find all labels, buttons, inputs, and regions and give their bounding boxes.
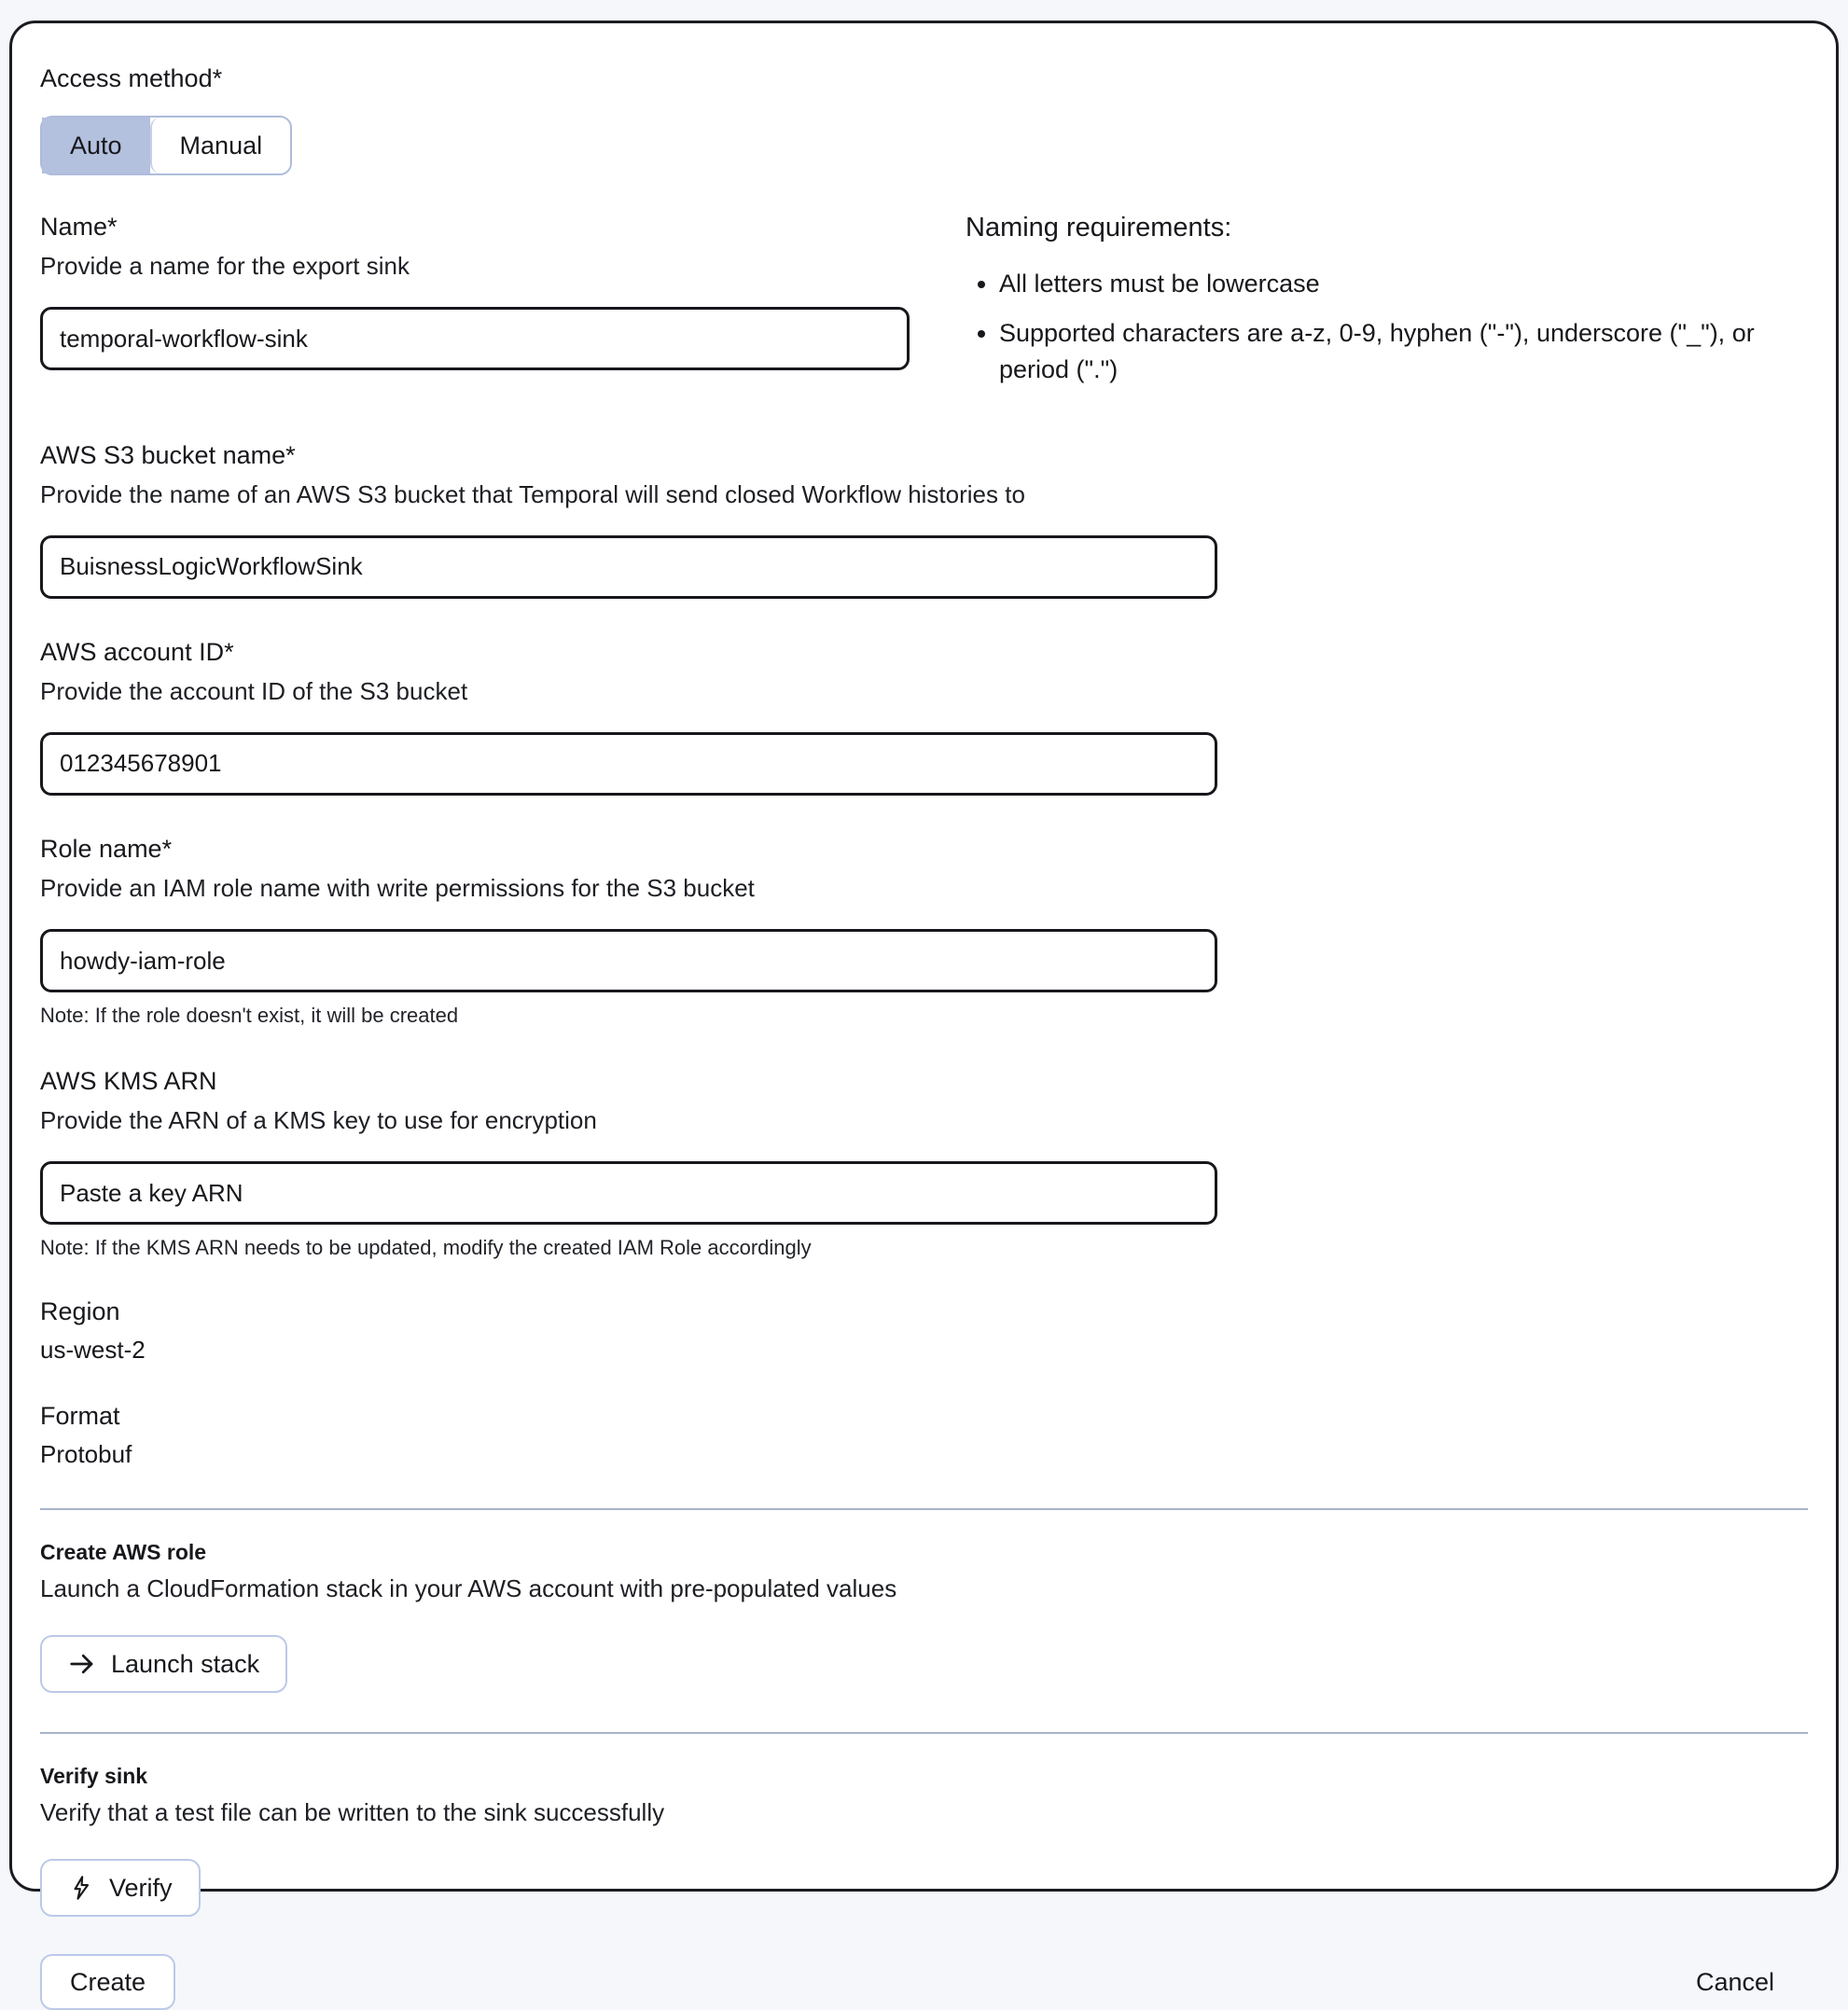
role-name-note: Note: If the role doesn't exist, it will be created	[40, 1004, 459, 1028]
create-aws-role-description: Launch a CloudFormation stack in your AWS account with pre-populated values	[40, 1574, 897, 1603]
s3-bucket-input[interactable]	[40, 535, 1217, 599]
verify-label: Verify	[109, 1873, 173, 1902]
kms-arn-label: AWS KMS ARN	[40, 1067, 217, 1096]
naming-requirement-item: • Supported characters are a-z, 0-9, hyphen ("-"), underscore ("_"), or period (".")	[999, 315, 1808, 388]
create-aws-role-section	[40, 1540, 1808, 1693]
cancel-button[interactable]: Cancel	[1696, 1968, 1808, 1997]
naming-requirements-list	[999, 266, 1808, 388]
region-label: Region	[40, 1297, 120, 1326]
s3-bucket-field	[40, 439, 1808, 599]
account-id-field	[40, 636, 1808, 796]
verify-button[interactable]	[40, 1859, 201, 1917]
access-method-toggle	[40, 116, 292, 175]
region-value: us-west-2	[40, 1336, 146, 1365]
s3-bucket-label: AWS S3 bucket name*	[40, 440, 296, 469]
arrow-right-icon	[68, 1650, 96, 1678]
lightning-icon	[68, 1875, 94, 1901]
naming-requirements	[966, 211, 1808, 401]
naming-requirement-item: • All letters must be lowercase	[999, 266, 1808, 302]
name-field-label: Name*	[40, 213, 118, 242]
name-field-description: Provide a name for the export sink	[40, 252, 410, 281]
account-id-input[interactable]	[40, 732, 1217, 796]
access-method-label: Access method*	[40, 64, 223, 92]
form-actions	[40, 1954, 1808, 2010]
launch-stack-button[interactable]	[40, 1635, 287, 1693]
s3-bucket-description: Provide the name of an AWS S3 bucket that Temporal will send closed Workflow histories to	[40, 479, 1025, 508]
format-value: Protobuf	[40, 1440, 132, 1469]
create-button[interactable]: Create	[40, 1954, 175, 2010]
role-name-field	[40, 833, 1808, 1028]
verify-sink-section	[40, 1764, 1808, 1917]
role-name-input[interactable]	[40, 929, 1217, 992]
toggle-option-manual[interactable]: Manual	[150, 118, 291, 173]
kms-arn-description: Provide the ARN of a KMS key to use for encryption	[40, 1106, 597, 1135]
kms-arn-field	[40, 1065, 1808, 1260]
create-aws-role-title: Create AWS role	[40, 1540, 207, 1565]
kms-arn-note: Note: If the KMS ARN needs to be updated, modify the created IAM Role accordingly	[40, 1236, 812, 1260]
account-id-label: AWS account ID*	[40, 637, 234, 666]
kms-arn-input[interactable]	[40, 1161, 1217, 1225]
section-divider	[40, 1508, 1808, 1510]
export-sink-form	[9, 21, 1839, 1996]
account-id-description: Provide the account ID of the S3 bucket	[40, 676, 468, 705]
format-field	[40, 1400, 1808, 1469]
verify-sink-description: Verify that a test file can be written to the sink successfully	[40, 1798, 665, 1827]
region-field	[40, 1296, 1808, 1365]
name-input[interactable]	[40, 307, 910, 370]
verify-sink-title: Verify sink	[40, 1764, 148, 1789]
name-field	[40, 211, 910, 401]
launch-stack-label: Launch stack	[111, 1649, 260, 1678]
role-name-description: Provide an IAM role name with write permissions for the S3 bucket	[40, 873, 755, 902]
format-label: Format	[40, 1402, 120, 1431]
naming-requirements-title: Naming requirements:	[966, 213, 1232, 243]
section-divider	[40, 1732, 1808, 1734]
role-name-label: Role name*	[40, 834, 173, 863]
toggle-option-auto[interactable]: Auto	[42, 118, 150, 173]
